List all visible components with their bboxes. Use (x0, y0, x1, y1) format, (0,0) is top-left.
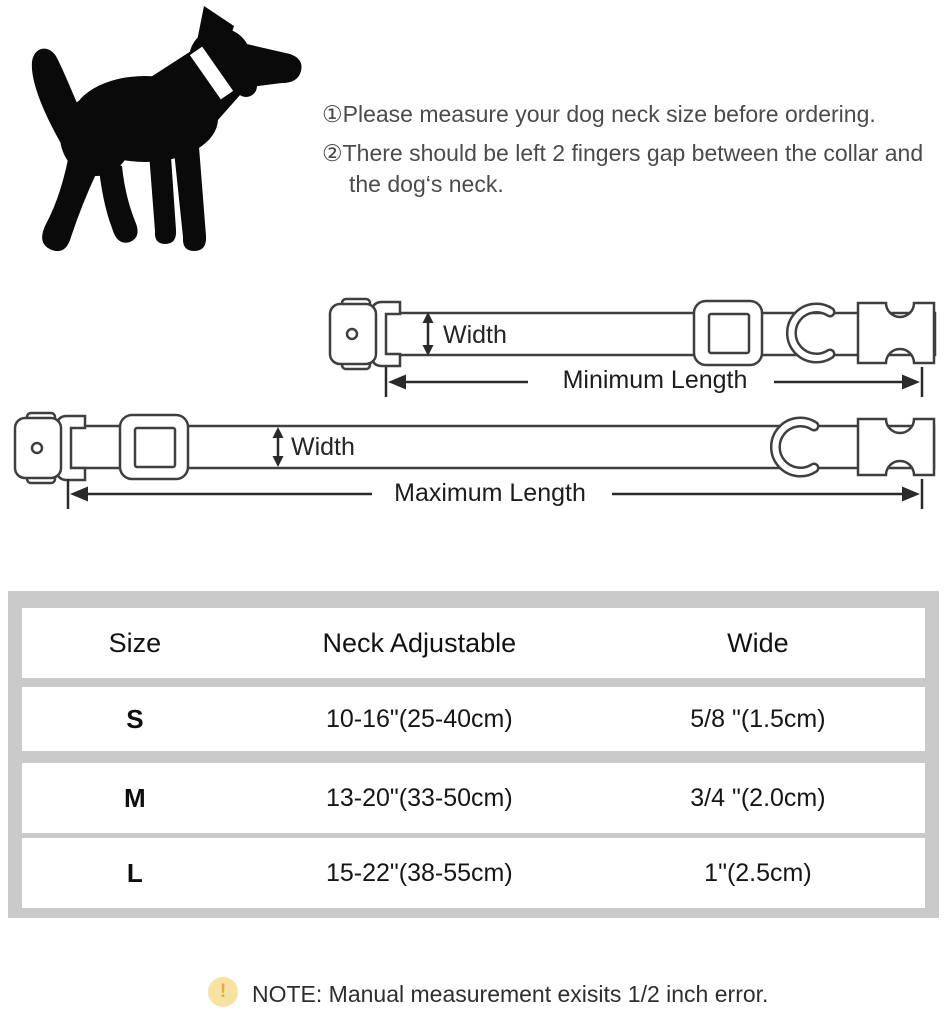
minimum-length-label: Minimum Length (562, 366, 748, 394)
collar-diagram-min (330, 299, 935, 369)
size-table (8, 591, 939, 918)
table-row-l (22, 838, 925, 908)
ordering-instructions (322, 99, 940, 208)
cell-wide-m: 3/4 "(2.0cm) (690, 783, 826, 812)
size-table-header-row (22, 608, 925, 678)
cell-size-l: L (126, 857, 143, 888)
dog-silhouette-icon (32, 6, 302, 251)
cell-neck-s: 10-16"(25-40cm) (325, 704, 513, 733)
cell-neck-l: 15-22"(38-55cm) (325, 858, 513, 887)
warning-exclamation-icon (208, 977, 238, 1007)
header-size: Size (108, 627, 162, 658)
instruction-line-2: ②There should be left 2 fingers gap between the collar and the dog‘s neck. (322, 140, 924, 197)
instruction-line-1: ①Please measure your dog neck size before ordering. (322, 101, 876, 127)
cell-neck-m: 13-20"(33-50cm) (325, 783, 513, 812)
cell-wide-s: 5/8 "(1.5cm) (690, 704, 826, 733)
maximum-length-label: Maximum Length (394, 479, 586, 507)
cell-wide-l: 1"(2.5cm) (704, 858, 812, 887)
cell-size-s: S (126, 703, 144, 734)
measurement-note: NOTE: Manual measurement exisits 1/2 inch error. (252, 981, 769, 1007)
table-row-m (22, 763, 925, 833)
warning-glyph: ! (219, 981, 227, 1002)
header-wide: Wide (727, 627, 789, 658)
cell-size-m: M (124, 782, 146, 813)
table-row-s (22, 687, 925, 751)
width-label-max: Width (291, 433, 355, 461)
header-neck-adjustable: Neck Adjustable (322, 627, 517, 658)
width-label-min: Width (443, 321, 507, 349)
collar-diagram-max (15, 413, 934, 483)
